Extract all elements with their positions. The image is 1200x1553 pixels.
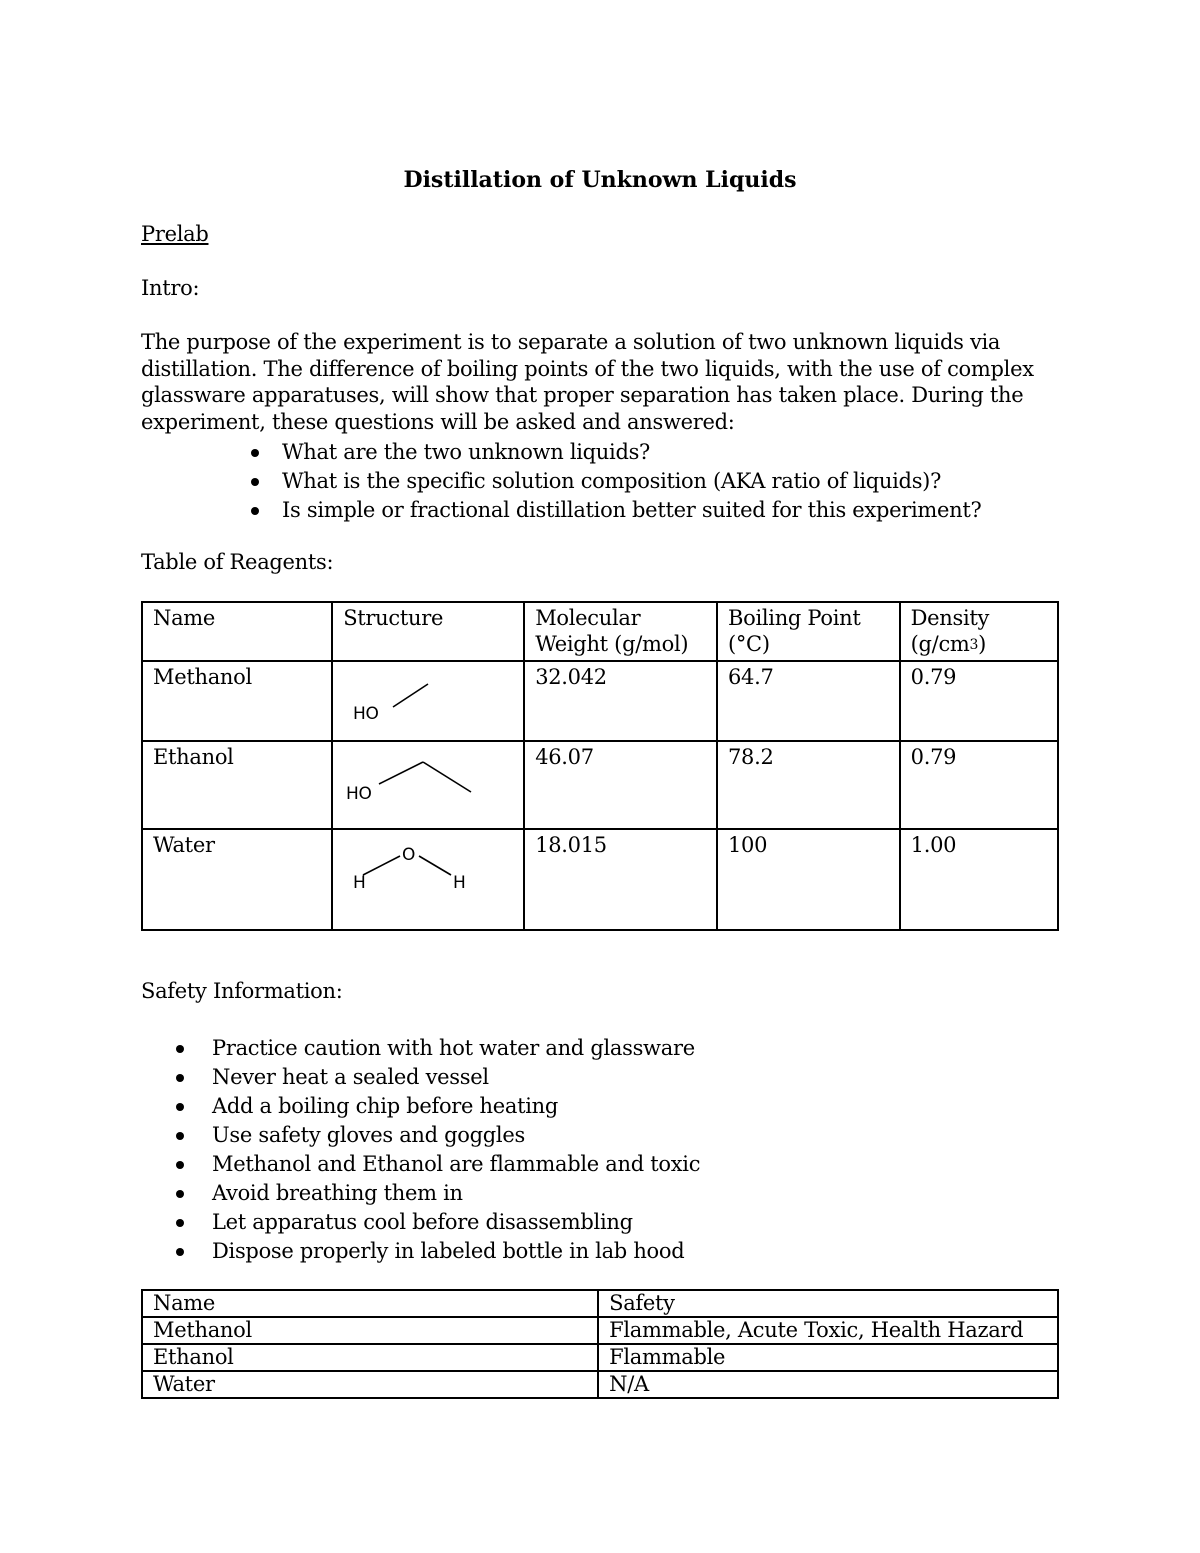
methanol-structure-diagram xyxy=(333,662,523,736)
boiling-point-value: 64.7 xyxy=(717,661,900,741)
safety-item: Practice caution with hot water and glassware xyxy=(212,1034,700,1063)
intro-line: distillation. The difference of boiling points of the two liquids, with the use of complex xyxy=(141,356,1034,381)
safety-item: Add a boiling chip before heating xyxy=(212,1092,700,1121)
safety-value: Flammable, Acute Toxic, Health Hazard xyxy=(598,1317,1058,1344)
atom-label: H xyxy=(453,873,466,893)
molecular-weight-value: 18.015 xyxy=(524,829,717,930)
water-structure xyxy=(332,829,524,930)
ethanol-structure xyxy=(332,741,524,829)
intro-line: experiment, these questions will be asked and answered: xyxy=(141,410,735,435)
boiling-point-value: 100 xyxy=(717,829,900,930)
header-name: Name xyxy=(142,1290,598,1317)
safety-item: Avoid breathing them in xyxy=(212,1179,700,1208)
bond-line xyxy=(423,762,471,792)
intro-paragraph xyxy=(141,329,1061,436)
header-safety: Safety xyxy=(598,1290,1058,1317)
table-row xyxy=(142,741,1058,829)
question-item: What are the two unknown liquids? xyxy=(282,438,981,467)
density-value: 0.79 xyxy=(900,741,1058,829)
safety-value: Flammable xyxy=(598,1344,1058,1371)
atom-label: O xyxy=(402,845,416,865)
safety-list xyxy=(212,1034,700,1266)
safety-item: Dispose properly in labeled bottle in lab hood xyxy=(212,1237,700,1266)
bond-line xyxy=(363,856,400,875)
question-item: Is simple or fractional distillation better suited for this experiment? xyxy=(282,496,981,525)
density-value: 0.79 xyxy=(900,661,1058,741)
header-density: Density (g/cm3) xyxy=(900,602,1058,661)
molecular-weight-value: 32.042 xyxy=(524,661,717,741)
safety-label: Safety Information: xyxy=(141,979,343,1003)
table-header-row xyxy=(142,602,1058,661)
reagent-name: Water xyxy=(142,829,332,930)
reagent-name: Ethanol xyxy=(142,741,332,829)
safety-item: Use safety gloves and goggles xyxy=(212,1121,700,1150)
reagent-name: Ethanol xyxy=(142,1344,598,1371)
table-row xyxy=(142,1371,1058,1398)
section-heading-prelab: Prelab xyxy=(141,222,209,246)
reagent-name: Methanol xyxy=(142,661,332,741)
table-row xyxy=(142,1317,1058,1344)
question-list xyxy=(282,438,981,525)
question-item: What is the specific solution composition (AKA ratio of liquids)? xyxy=(282,467,981,496)
table-row xyxy=(142,829,1058,930)
table-row xyxy=(142,1344,1058,1371)
table-header-row xyxy=(142,1290,1058,1317)
intro-label: Intro: xyxy=(141,276,200,300)
header-structure: Structure xyxy=(332,602,524,661)
intro-line: glassware apparatuses, will show that proper separation has taken place. During the xyxy=(141,383,1024,408)
safety-item: Methanol and Ethanol are flammable and toxic xyxy=(212,1150,700,1179)
table-row xyxy=(142,661,1058,741)
ethanol-structure-diagram xyxy=(333,742,523,824)
header-molecular-weight: Molecular Weight (g/mol) xyxy=(524,602,717,661)
atom-label: H xyxy=(353,873,366,893)
water-structure-diagram xyxy=(333,830,523,925)
density-value: 1.00 xyxy=(900,829,1058,930)
molecular-weight-value: 46.07 xyxy=(524,741,717,829)
safety-value: N/A xyxy=(598,1371,1058,1398)
header-name: Name xyxy=(142,602,332,661)
atom-label: HO xyxy=(346,784,372,804)
atom-label: HO xyxy=(353,704,379,724)
bond-line xyxy=(379,762,423,784)
safety-item: Never heat a sealed vessel xyxy=(212,1063,700,1092)
bond-line xyxy=(419,856,451,875)
boiling-point-value: 78.2 xyxy=(717,741,900,829)
safety-item: Let apparatus cool before disassembling xyxy=(212,1208,700,1237)
methanol-structure xyxy=(332,661,524,741)
bond-line xyxy=(393,684,428,707)
reagent-name: Water xyxy=(142,1371,598,1398)
document-title: Distillation of Unknown Liquids xyxy=(403,167,797,193)
safety-table xyxy=(141,1289,1059,1399)
reagents-table xyxy=(141,601,1059,931)
reagents-label: Table of Reagents: xyxy=(141,550,334,574)
intro-line: The purpose of the experiment is to separate a solution of two unknown liquids via xyxy=(141,330,1001,354)
header-boiling-point: Boiling Point (°C) xyxy=(717,602,900,661)
reagent-name: Methanol xyxy=(142,1317,598,1344)
